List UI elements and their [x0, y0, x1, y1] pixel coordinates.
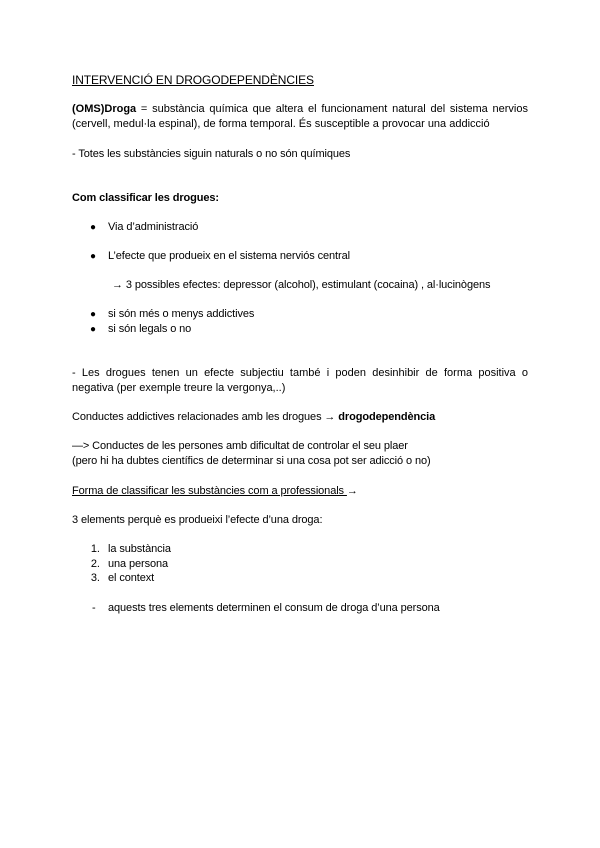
bullet-marker: ●	[90, 222, 97, 233]
classify-bullet-3: si són més o menys addictives	[108, 308, 255, 320]
list-number: 2.	[90, 558, 100, 570]
definition-text: = substància química que altera el funcionament natural del sistema nervios (cervell, medul·la espinal), de forma temporal. És susceptible a provocar una addicció	[72, 103, 528, 130]
subjective-paragraph: - Les drogues tenen un efecte subjectiu també i poden desinhibir de forma positiva o negativa (per exemple treure la vergonya,..)	[72, 367, 528, 394]
definition-term: Droga	[104, 103, 137, 115]
document-heading: INTERVENCIÓ EN DROGODEPENDÈNCIES	[72, 73, 314, 87]
list-number: 3.	[90, 572, 100, 584]
bullet-marker: ●	[90, 324, 97, 335]
behaviours-text: Conductes addictives relacionades amb les drogues →	[72, 411, 339, 423]
element-item-1: la substància	[108, 543, 171, 555]
three-elements-intro: 3 elements perquè es produeixi l’efecte d’una droga:	[72, 514, 323, 526]
arrow-line-2: (pero hi ha dubtes científics de determinar si una cosa pot ser adicció o no)	[72, 455, 431, 467]
behaviours-line	[72, 410, 435, 425]
list-number: 1.	[90, 543, 100, 555]
element-item-2: una persona	[108, 558, 169, 570]
classify-heading: Com classificar les drogues:	[72, 192, 219, 204]
final-note: aquests tres elements determinen el consum de droga d’una persona	[108, 602, 440, 614]
note-natural: - Totes les substàncies siguin naturals o no són químiques	[72, 148, 351, 160]
behaviours-bold: drogodependència	[338, 411, 436, 423]
professional-heading-text: Forma de classificar les substàncies com a professionals	[72, 485, 347, 497]
classify-bullet-1: Via d’administració	[108, 221, 199, 233]
professional-heading	[72, 484, 358, 499]
element-item-3: el context	[108, 572, 155, 584]
classify-bullet-2: L’efecte que produeix en el sistema nerviós central	[108, 250, 350, 262]
professional-arrow: →	[346, 485, 358, 497]
bullet-marker: ●	[90, 251, 97, 262]
arrow-line-1: —> Conductes de les persones amb dificultat de controlar el seu plaer	[72, 440, 408, 452]
effects-line: → 3 possibles efectes: depressor (alcohol), estimulant (cocaina) , al·lucinògens	[112, 279, 491, 291]
dash-marker: -	[92, 602, 96, 614]
bullet-marker: ●	[90, 309, 97, 320]
definition-source: (OMS)	[72, 103, 105, 115]
definition-paragraph	[72, 102, 528, 132]
classify-bullet-4: si són legals o no	[108, 323, 192, 335]
